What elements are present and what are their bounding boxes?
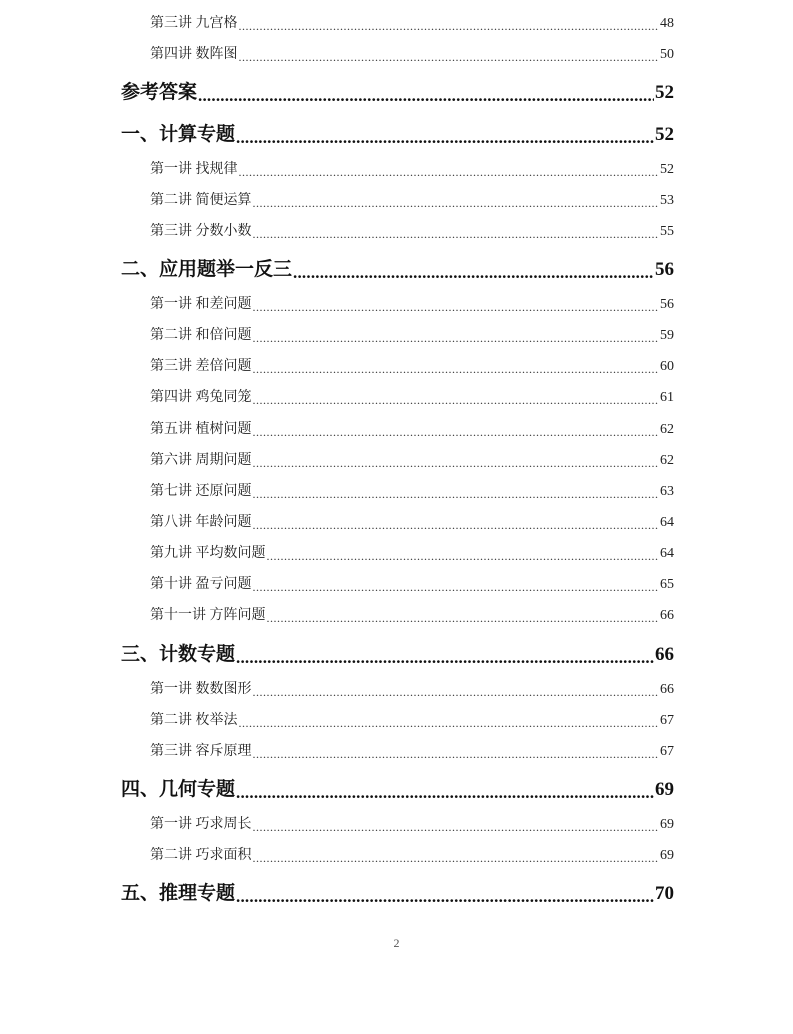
toc-entry-title: 第一讲 数数图形	[150, 682, 252, 697]
dot-leader	[253, 846, 660, 866]
toc-entry-page: 67	[660, 744, 674, 759]
toc-entry-page: 69	[660, 817, 674, 832]
toc-entry[interactable]	[150, 846, 674, 866]
toc-entry-title: 第三讲 分数小数	[150, 224, 252, 239]
dot-leader	[253, 295, 660, 315]
toc-entry-page: 60	[660, 359, 674, 374]
toc-entry-title: 第十讲 盈亏问题	[150, 577, 252, 592]
toc-entry-title: 第八讲 年龄问题	[150, 515, 252, 530]
toc-entry-page: 67	[660, 713, 674, 728]
toc-entry-title: 参考答案	[121, 82, 198, 103]
dot-leader	[236, 776, 654, 804]
dot-leader	[236, 121, 654, 149]
toc-entry-title: 第七讲 还原问题	[150, 484, 252, 499]
toc-section-heading[interactable]	[121, 880, 674, 908]
toc-entry-title: 第四讲 数阵图	[150, 47, 238, 62]
dot-leader	[236, 641, 654, 669]
dot-leader	[253, 742, 660, 762]
toc-entry-title: 第一讲 巧求周长	[150, 817, 252, 832]
toc-entry[interactable]	[150, 544, 674, 564]
toc-section-heading[interactable]	[121, 776, 674, 804]
toc-entry-title: 第二讲 和倍问题	[150, 328, 252, 343]
toc-entry-title: 二、应用题举一反三	[121, 259, 293, 280]
toc-section-heading[interactable]	[121, 79, 674, 107]
toc-entry[interactable]	[150, 222, 674, 242]
toc-entry[interactable]	[150, 45, 674, 65]
toc-entry-page: 66	[655, 644, 674, 665]
toc-entry[interactable]	[150, 575, 674, 595]
toc-entry-page: 69	[660, 848, 674, 863]
toc-entry[interactable]	[150, 711, 674, 731]
toc-entry-title: 三、计数专题	[121, 644, 236, 665]
toc-entry-page: 69	[655, 779, 674, 800]
toc-entry[interactable]	[150, 513, 674, 533]
dot-leader	[253, 451, 660, 471]
dot-leader	[267, 544, 660, 564]
toc-entry-page: 52	[655, 124, 674, 145]
toc-entry[interactable]	[150, 14, 674, 34]
dot-leader	[253, 815, 660, 835]
dot-leader	[253, 513, 660, 533]
toc-entry[interactable]	[150, 191, 674, 211]
toc-entry-title: 第三讲 差倍问题	[150, 359, 252, 374]
toc-entry-title: 一、计算专题	[121, 124, 236, 145]
toc-entry[interactable]	[150, 451, 674, 471]
toc-entry-title: 第六讲 周期问题	[150, 453, 252, 468]
toc-entry[interactable]	[150, 680, 674, 700]
toc-entry-page: 52	[655, 82, 674, 103]
toc-entry-page: 66	[660, 608, 674, 623]
toc-entry-title: 第二讲 巧求面积	[150, 848, 252, 863]
toc-entry-page: 56	[655, 259, 674, 280]
toc-entry-page: 70	[655, 883, 674, 904]
toc-entry-title: 第十一讲 方阵问题	[150, 608, 266, 623]
dot-leader	[236, 880, 654, 908]
dot-leader	[253, 388, 660, 408]
toc-entry-page: 50	[660, 47, 674, 62]
dot-leader	[239, 14, 660, 34]
toc-entry[interactable]	[150, 388, 674, 408]
toc-entry-title: 四、几何专题	[121, 779, 236, 800]
dot-leader	[253, 191, 660, 211]
page-number: 2	[393, 936, 400, 950]
toc-entry-page: 59	[660, 328, 674, 343]
toc-entry[interactable]	[150, 815, 674, 835]
dot-leader	[253, 326, 660, 346]
toc-entry-page: 53	[660, 193, 674, 208]
dot-leader	[253, 357, 660, 377]
toc-entry-page: 52	[660, 162, 674, 177]
toc-entry-page: 63	[660, 484, 674, 499]
toc-entry-page: 48	[660, 16, 674, 31]
toc-section-heading[interactable]	[121, 121, 674, 149]
dot-leader	[239, 160, 660, 180]
dot-leader	[267, 606, 660, 626]
toc-entry-page: 56	[660, 297, 674, 312]
toc-entry-page: 64	[660, 546, 674, 561]
toc-section-heading[interactable]	[121, 256, 674, 284]
toc-entry-title: 第三讲 九宫格	[150, 16, 238, 31]
dot-leader	[253, 680, 660, 700]
toc-entry-title: 第二讲 简便运算	[150, 193, 252, 208]
dot-leader	[198, 79, 654, 107]
toc-entry-page: 55	[660, 224, 674, 239]
toc-entry-page: 61	[660, 390, 674, 405]
toc-entry[interactable]	[150, 326, 674, 346]
toc-entry-page: 62	[660, 422, 674, 437]
toc-entry-page: 66	[660, 682, 674, 697]
toc-entry-page: 64	[660, 515, 674, 530]
toc-entry[interactable]	[150, 742, 674, 762]
dot-leader	[253, 575, 660, 595]
toc-entry-title: 第三讲 容斥原理	[150, 744, 252, 759]
toc-entry-title: 第五讲 植树问题	[150, 422, 252, 437]
dot-leader	[239, 45, 660, 65]
dot-leader	[253, 482, 660, 502]
toc-entry-title: 第九讲 平均数问题	[150, 546, 266, 561]
toc-entry-page: 62	[660, 453, 674, 468]
toc-entry-title: 第四讲 鸡兔同笼	[150, 390, 252, 405]
toc-entry[interactable]	[150, 357, 674, 377]
dot-leader	[253, 222, 660, 242]
dot-leader	[253, 420, 660, 440]
toc-entry[interactable]	[150, 420, 674, 440]
dot-leader	[239, 711, 660, 731]
toc-entry-page: 65	[660, 577, 674, 592]
dot-leader	[293, 256, 654, 284]
toc-entry-title: 第一讲 和差问题	[150, 297, 252, 312]
toc-entry-title: 第二讲 枚举法	[150, 713, 238, 728]
toc-section-heading[interactable]	[121, 641, 674, 669]
toc-entry[interactable]	[150, 160, 674, 180]
toc-entry-title: 第一讲 找规律	[150, 162, 238, 177]
toc-entry[interactable]	[150, 606, 674, 626]
toc-entry[interactable]	[150, 482, 674, 502]
toc-entry-title: 五、推理专题	[121, 883, 236, 904]
toc-entry[interactable]	[150, 295, 674, 315]
